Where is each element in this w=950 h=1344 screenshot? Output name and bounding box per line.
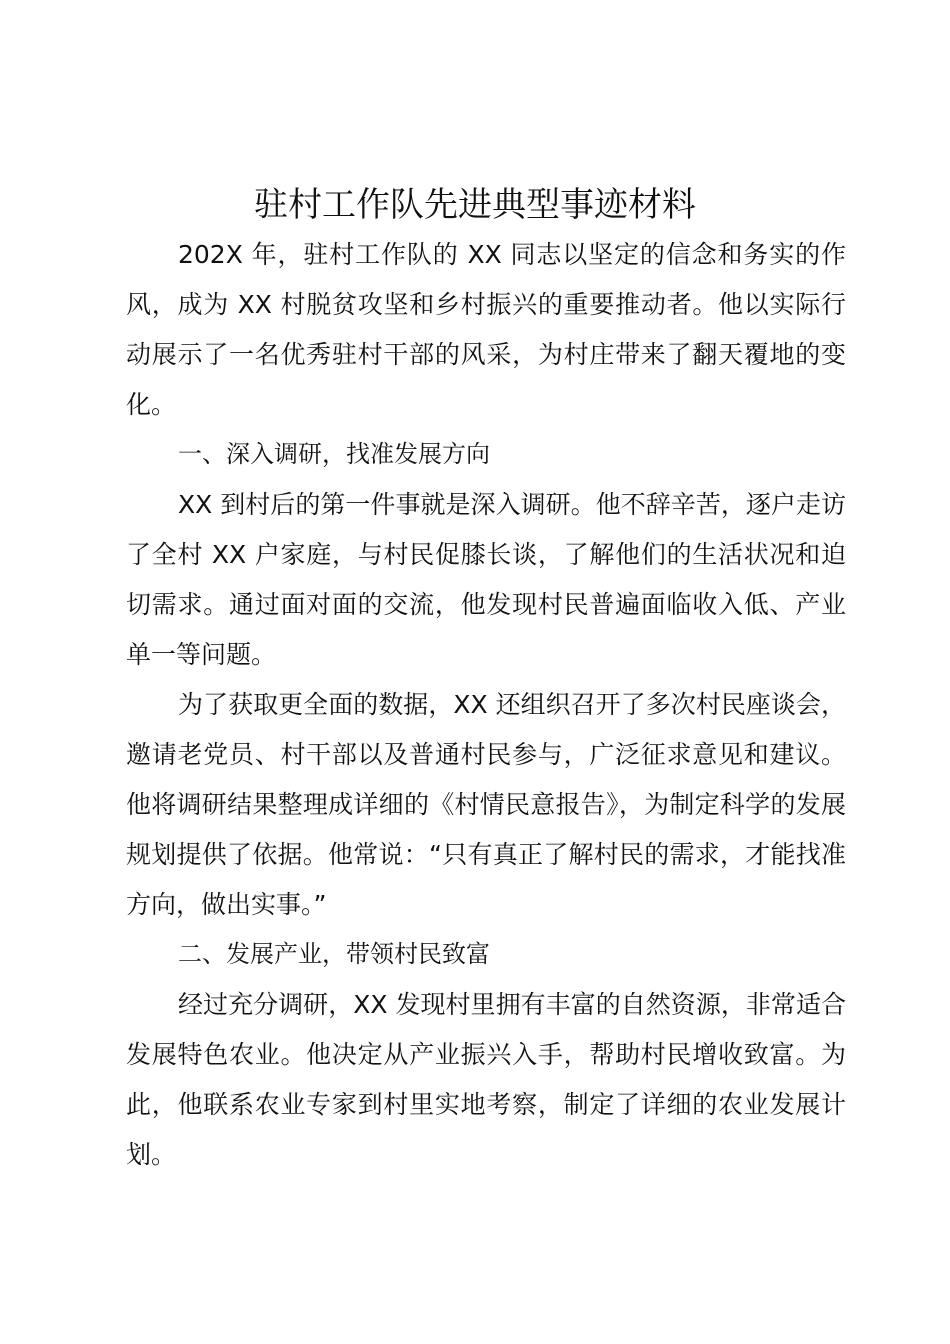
paragraph-intro: 202X 年，驻村工作队的 XX 同志以坚定的信念和务实的作风，成为 XX 村脱贫攻坚和乡村振兴的重要推动者。他以实际行动展示了一名优秀驻村干部的风采，为村庄带来了翻天覆地的变化。 — [126, 240, 846, 419]
section-heading-2: 二、发展产业，带领村民致富 — [178, 941, 490, 968]
document-title: 驻村工作队先进典型事迹材料 — [254, 185, 696, 225]
paragraph-research: XX 到村后的第一件事就是深入调研。他不辞辛苦，逐户走访了全村 XX 户家庭，与村民促膝长谈，了解他们的生活状况和迫切需求。通过面对面的交流，他发现村民普遍面临收入低、产业单一等问题。 — [126, 490, 846, 669]
section-heading-1: 一、深入调研，找准发展方向 — [178, 441, 490, 468]
paragraph-survey: 为了获取更全面的数据，XX 还组织召开了多次村民座谈会，邀请老党员、村干部以及普通村民参与，广泛征求意见和建议。他将调研结果整理成详细的《村情民意报告》，为制定科学的发展规划提供了依据。他常说：“只有真正了解村民的需求，才能找准方向，做出实事。” — [126, 690, 846, 919]
document-body — [126, 230, 846, 1180]
paragraph-industry: 经过充分调研，XX 发现村里拥有丰富的自然资源，非常适合发展特色农业。他决定从产业振兴入手，帮助村民增收致富。为此，他联系农业专家到村里实地考察，制定了详细的农业发展计划。 — [126, 990, 846, 1169]
